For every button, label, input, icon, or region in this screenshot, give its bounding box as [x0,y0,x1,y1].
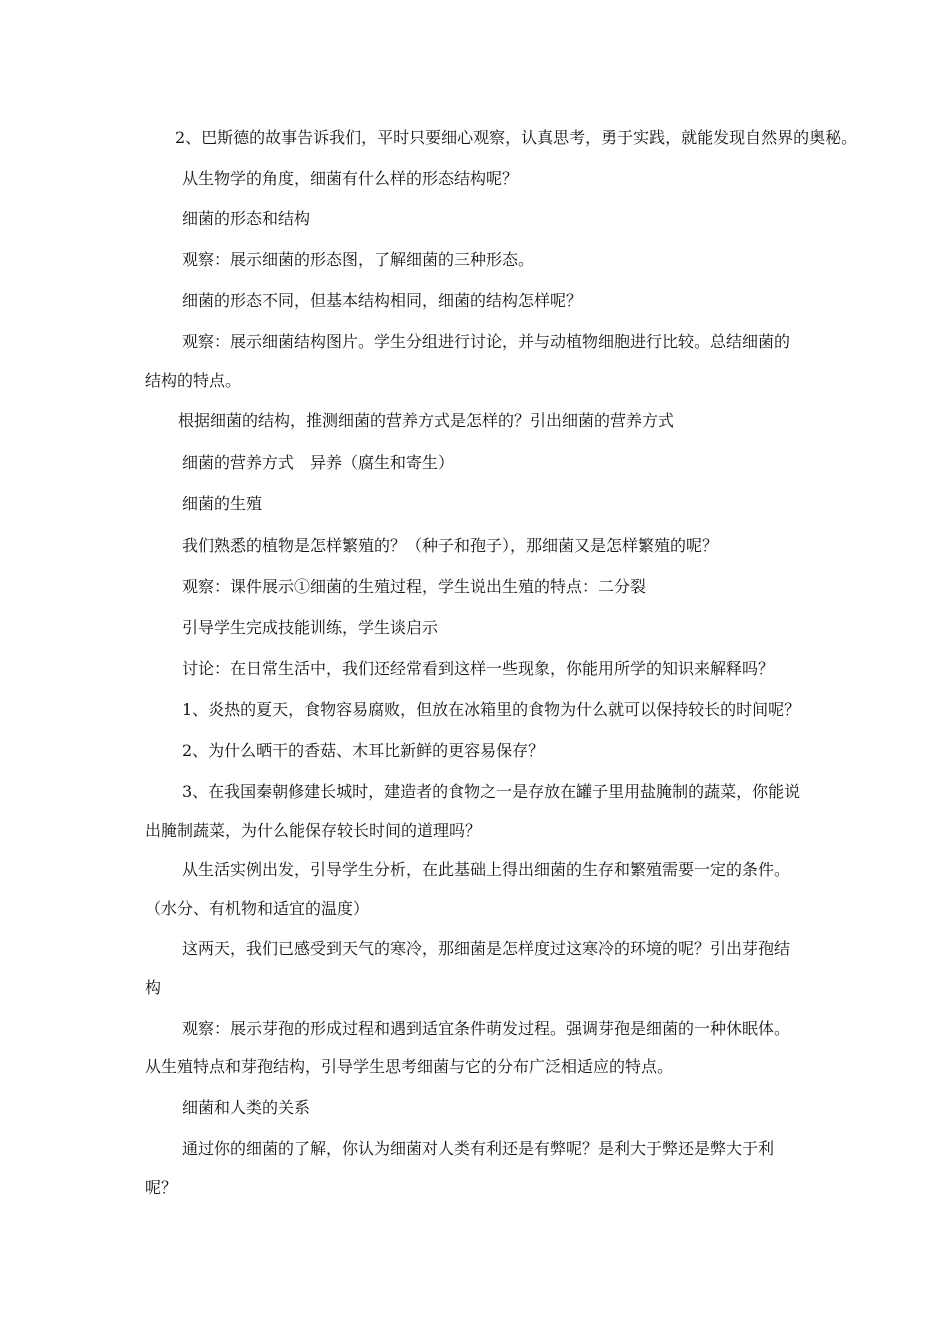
text-line-26: 通过你的细菌的了解，你认为细菌对人类有利还是有弊呢？是利大于弊还是弊大于利 [182,1139,775,1158]
section-heading-morphology: 细菌的形态和结构 [182,209,311,228]
text-line-27: 呢？ [145,1178,178,1197]
text-line-24: 从生殖特点和芽孢结构，引导学生思考细菌与它的分布广泛相适应的特点。 [145,1057,674,1076]
text-line-20: （水分、有机物和适宜的温度） [145,899,370,918]
text-line-4: 观察：展示细菌的形态图，了解细菌的三种形态。 [182,250,535,269]
section-heading-human-relation: 细菌和人类的关系 [182,1098,311,1117]
section-heading-reproduction: 细菌的生殖 [182,494,263,513]
text-line-8: 根据细菌的结构，推测细菌的营养方式是怎样的？引出细菌的营养方式 [178,411,675,430]
text-line-15: 1、炎热的夏天，食物容易腐败，但放在冰箱里的食物为什么就可以保持较长的时间呢？ [182,700,801,719]
text-line-9: 细菌的营养方式 异养（腐生和寄生） [182,453,455,472]
text-line-2: 从生物学的角度，细菌有什么样的形态结构呢？ [182,169,519,188]
text-line-19: 从生活实例出发，引导学生分析，在此基础上得出细菌的生存和繁殖需要一定的条件。 [182,860,791,879]
text-line-1: 2、巴斯德的故事告诉我们，平时只要细心观察，认真思考，勇于实践，就能发现自然界的奥秘。 [175,128,858,147]
text-line-6: 观察：展示细菌结构图片。学生分组进行讨论，并与动植物细胞进行比较。总结细菌的 [182,332,791,351]
text-line-22: 构 [145,978,162,997]
text-line-18: 出腌制蔬菜，为什么能保存较长时间的道理吗？ [145,821,482,840]
text-line-21: 这两天，我们已感受到天气的寒冷，那细菌是怎样度过这寒冷的环境的呢？引出芽孢结 [182,939,791,958]
text-line-5: 细菌的形态不同，但基本结构相同，细菌的结构怎样呢？ [182,291,583,310]
text-line-16: 2、为什么晒干的香菇、木耳比新鲜的更容易保存？ [182,741,545,760]
text-line-13: 引导学生完成技能训练，学生谈启示 [182,618,439,637]
text-line-23: 观察：展示芽孢的形成过程和遇到适宜条件萌发过程。强调芽孢是细菌的一种休眠体。 [182,1019,791,1038]
text-line-17: 3、在我国秦朝修建长城时，建造者的食物之一是存放在罐子里用盐腌制的蔬菜，你能说 [182,782,801,801]
text-line-7: 结构的特点。 [145,371,242,390]
text-line-14: 讨论：在日常生活中，我们还经常看到这样一些现象，你能用所学的知识来解释吗？ [182,659,775,678]
text-line-11: 我们熟悉的植物是怎样繁殖的？（种子和孢子），那细菌又是怎样繁殖的呢？ [182,536,719,555]
text-line-12: 观察：课件展示①细菌的生殖过程，学生说出生殖的特点：二分裂 [182,577,647,596]
